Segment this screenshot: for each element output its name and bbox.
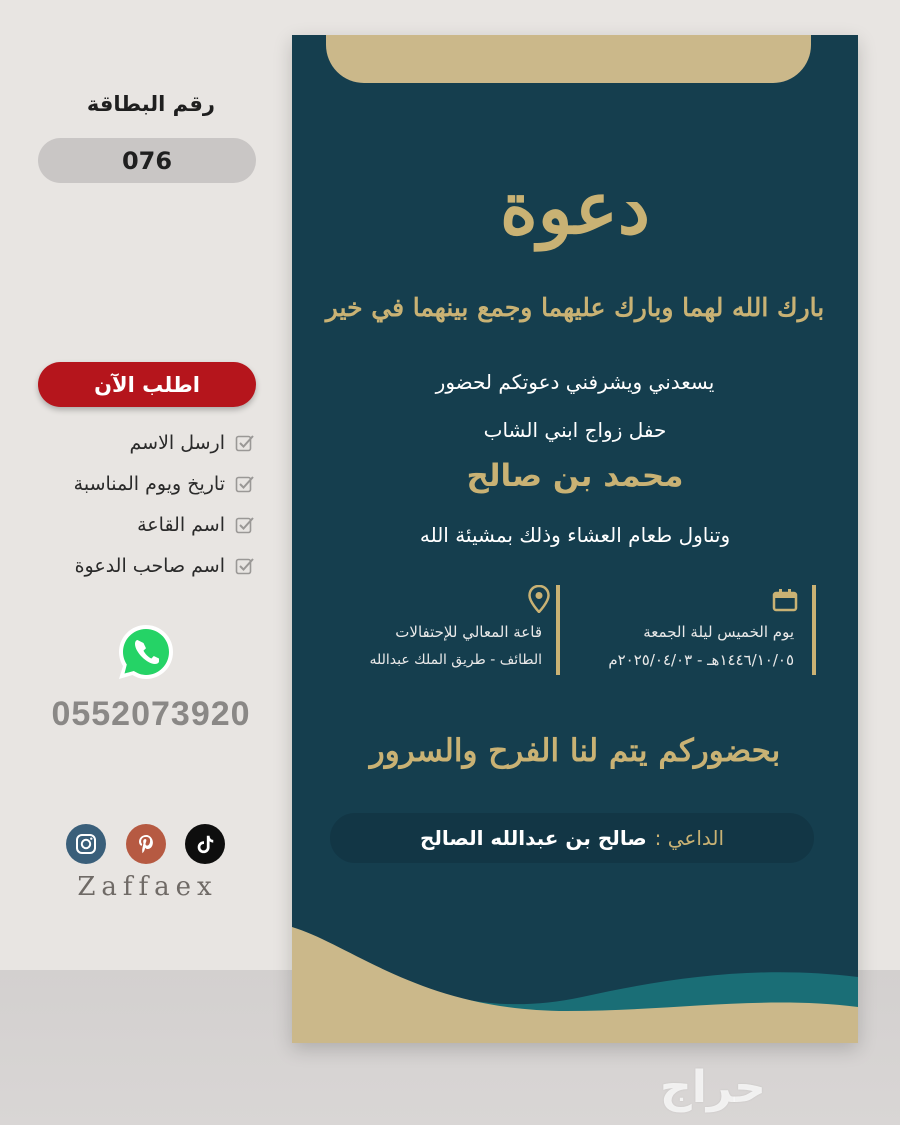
order-checklist	[30, 422, 255, 586]
card-bottom-wave	[292, 915, 858, 1043]
checklist-item-label: اسم القاعة	[137, 513, 225, 536]
date-divider	[812, 585, 816, 675]
date-block	[562, 618, 794, 674]
venue-line-1: قاعة المعالي للإحتفالات	[395, 623, 542, 641]
invitation-card	[292, 35, 858, 1043]
card-top-tab	[326, 35, 811, 83]
host-name: صالح بن عبدالله الصالح	[419, 826, 647, 850]
checklist-item	[30, 545, 255, 586]
host-bar	[330, 813, 814, 863]
tiktok-icon[interactable]	[185, 824, 225, 864]
checklist-item	[30, 504, 255, 545]
checklist-item-label: اسم صاحب الدعوة	[74, 554, 225, 577]
pinterest-icon[interactable]	[126, 824, 166, 864]
invitation-line-1: يسعدني ويشرفني دعوتكم لحضور	[435, 370, 715, 394]
checklist-item	[30, 463, 255, 504]
venue-divider	[556, 585, 560, 675]
closing-calligraphy: بحضوركم يتم لنا الفرح والسرور	[369, 733, 781, 769]
venue-line-2: الطائف - طريق الملك عبدالله	[369, 652, 542, 668]
order-now-button[interactable]: اطلب الآن	[38, 362, 256, 407]
checkbox-check-icon	[235, 556, 255, 576]
checkbox-check-icon	[235, 474, 255, 494]
date-line-1: يوم الخميس ليلة الجمعة	[643, 623, 794, 641]
location-pin-icon	[528, 585, 550, 613]
host-label: الداعي :	[654, 826, 725, 850]
checkbox-check-icon	[235, 515, 255, 535]
checklist-item	[30, 422, 255, 463]
phone-number[interactable]: 0552073920	[51, 695, 251, 733]
instagram-icon[interactable]	[66, 824, 106, 864]
checklist-item-label: ارسل الاسم	[129, 431, 225, 454]
date-line-2: ١٤٤٦/١٠/٠٥هـ - ٢٠٢٥/٠٤/٠٣م	[608, 651, 794, 669]
brand-name: Zaffaex	[77, 872, 218, 902]
groom-name: محمد بن صالح	[466, 458, 684, 494]
blessing-calligraphy: بارك الله لهما وبارك عليهما وجمع بينهما في خير	[325, 293, 825, 322]
calendar-icon	[772, 588, 798, 612]
checkbox-check-icon	[235, 433, 255, 453]
card-number-label: رقم البطاقة	[86, 92, 215, 116]
checklist-item-label: تاريخ ويوم المناسبة	[73, 472, 225, 495]
invitation-line-2: حفل زواج ابني الشاب	[483, 418, 667, 442]
haraj-watermark: حراج	[660, 1062, 766, 1113]
card-number-value: 076	[38, 138, 256, 183]
venue-block	[312, 618, 542, 674]
invitation-heading: دعوة	[500, 165, 650, 250]
whatsapp-icon[interactable]	[115, 621, 177, 683]
invitation-line-3: وتناول طعام العشاء وذلك بمشيئة الله	[419, 523, 731, 547]
